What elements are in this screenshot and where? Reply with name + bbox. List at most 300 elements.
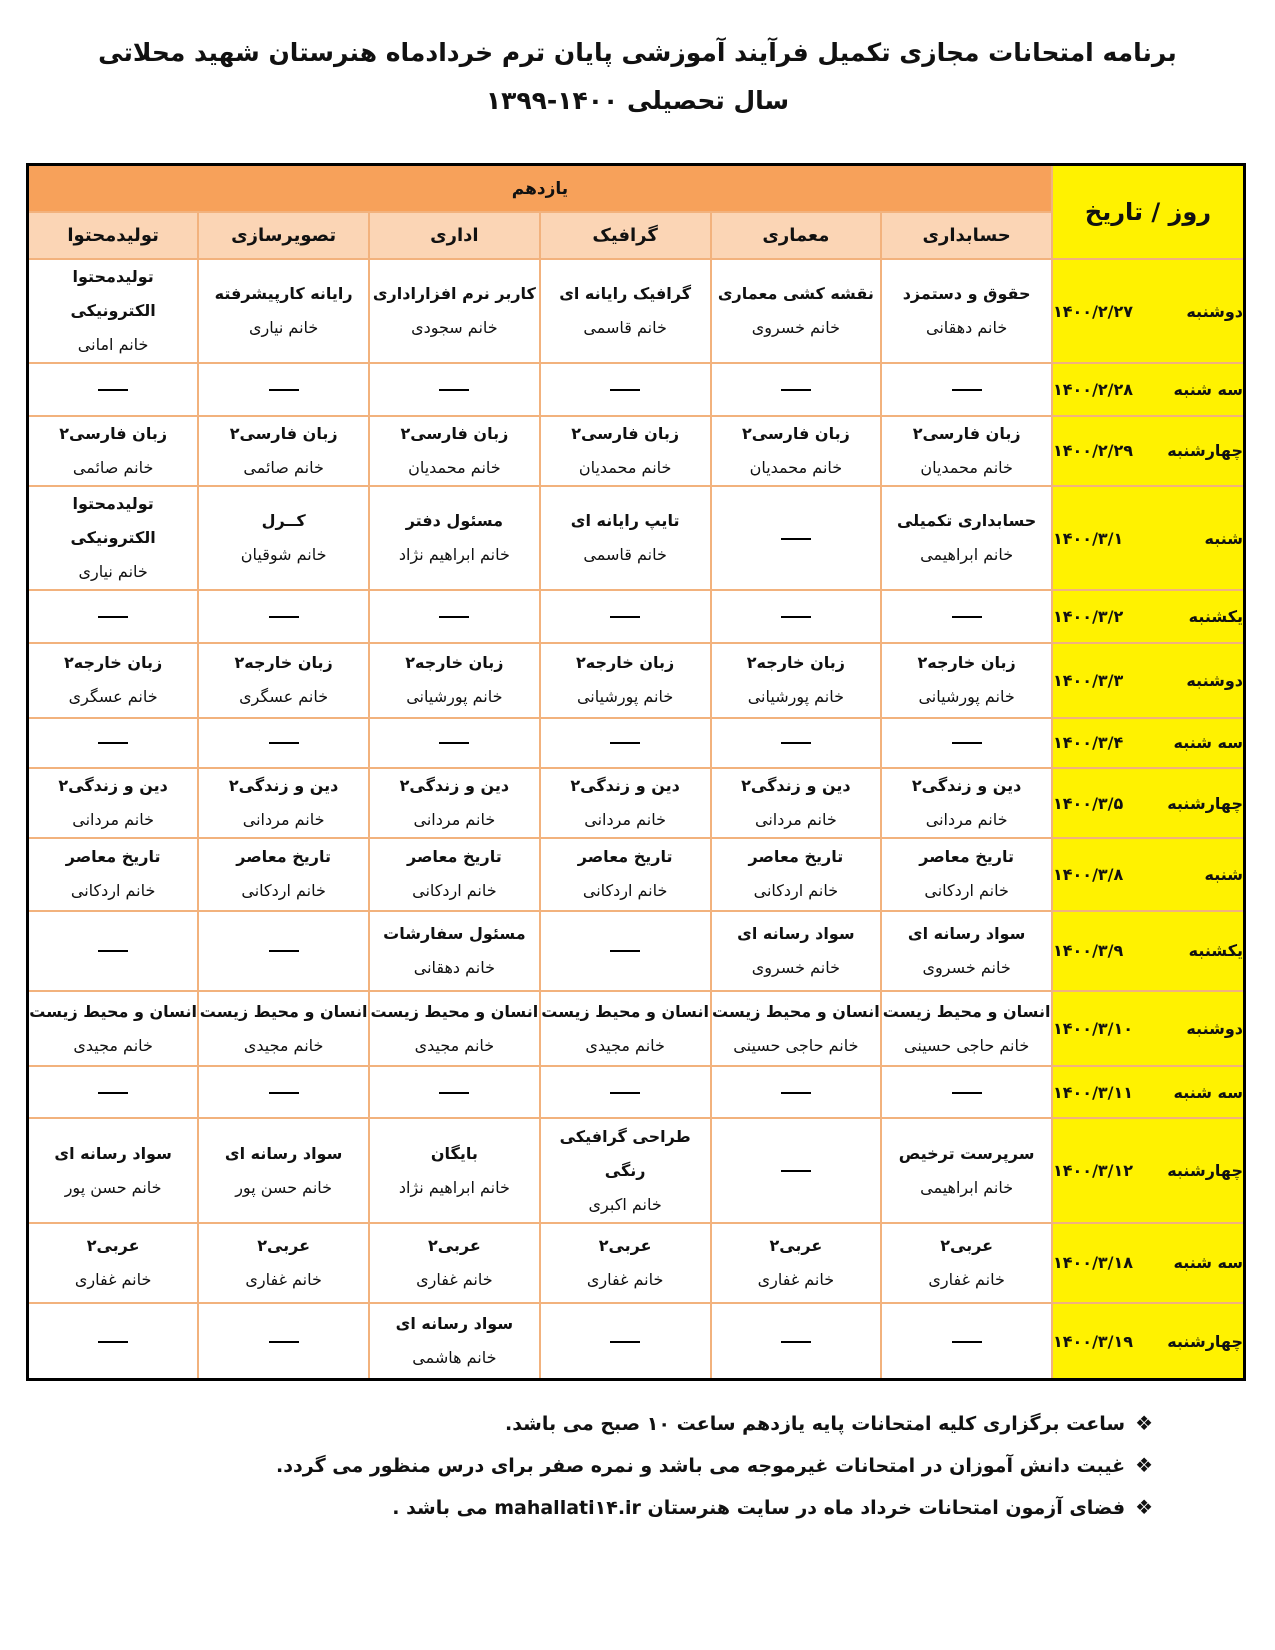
exam-subject: سواد رسانه ای	[54, 1143, 172, 1163]
exam-teacher: خانم پورشیانی	[918, 687, 1015, 707]
exam-teacher: خانم مجیدی	[585, 1035, 665, 1055]
exam-teacher: خانم اردکانی	[412, 881, 497, 901]
exam-cell	[198, 416, 369, 486]
exam-cell	[369, 838, 540, 910]
empty-cell	[369, 718, 540, 768]
exam-cell	[369, 416, 540, 486]
empty-dash	[952, 1092, 982, 1094]
exam-subject: تولیدمحتوا الکترونیکی	[70, 267, 156, 321]
grade-header: یازدهم	[28, 165, 1053, 213]
day-date-cell	[1052, 911, 1245, 991]
day-name: شنبه	[1204, 528, 1243, 548]
exam-date: ۱۴۰۰/۳/۹	[1053, 941, 1124, 961]
exam-subject: تاریخ معاصر	[919, 847, 1014, 867]
exam-teacher: خانم پورشیانی	[576, 687, 674, 707]
exam-teacher: خانم اردکانی	[70, 881, 156, 901]
exam-teacher: خانم مجیدی	[414, 1035, 495, 1055]
exam-teacher: خانم محمدیان	[578, 457, 672, 477]
exam-cell	[881, 991, 1052, 1066]
empty-dash	[269, 616, 299, 618]
exam-subject: تولیدمحتوا الکترونیکی	[70, 494, 156, 548]
exam-date: ۱۴۰۰/۲/۲۸	[1053, 380, 1134, 399]
exam-date: ۱۴۰۰/۲/۲۷	[1053, 301, 1134, 321]
day-date-cell	[1052, 363, 1245, 415]
note-text: غیبت دانش آموزان در امتحانات غیرموجه می باشد و نمره صفر برای درس منظور می گردد.	[276, 1455, 1126, 1477]
exam-subject: عربی۲	[257, 1235, 311, 1255]
empty-cell	[881, 363, 1052, 415]
empty-dash	[610, 1341, 640, 1343]
exam-teacher: خانم اکبری	[588, 1194, 662, 1214]
exam-teacher: خانم غفاری	[928, 1269, 1005, 1289]
exam-subject: دین و زندگی۲	[741, 776, 851, 796]
empty-cell	[881, 1303, 1052, 1379]
exam-subject: انسان و محیط زیست	[541, 1001, 709, 1021]
day-date-cell	[1052, 1118, 1245, 1222]
day-name: سه شنبه	[1173, 1082, 1243, 1102]
exam-teacher: خانم محمدیان	[408, 457, 501, 477]
empty-dash	[952, 389, 982, 391]
exam-cell	[28, 416, 199, 486]
exam-teacher: خانم شوقیان	[240, 545, 327, 565]
schedule-row	[28, 259, 1245, 363]
empty-cell	[881, 1066, 1052, 1118]
day-date-cell	[1052, 416, 1245, 486]
empty-dash	[98, 389, 128, 391]
exam-subject: دین و زندگی۲	[228, 776, 339, 796]
schedule-row	[28, 911, 1245, 991]
exam-cell	[28, 838, 199, 910]
exam-teacher: خانم خسروی	[751, 957, 840, 977]
exam-subject: دین و زندگی۲	[399, 776, 510, 796]
empty-cell	[540, 718, 711, 768]
exam-subject: سواد رسانه ای	[224, 1143, 343, 1163]
column-header: معماری	[711, 212, 882, 259]
exam-teacher: خانم مجیدی	[243, 1035, 324, 1055]
day-name: یکشنبه	[1188, 941, 1243, 961]
exam-cell	[28, 1118, 199, 1222]
schedule-row	[28, 838, 1245, 910]
exam-cell	[711, 643, 882, 718]
day-name: سه شنبه	[1173, 1253, 1243, 1273]
exam-teacher: خانم اردکانی	[241, 881, 326, 901]
exam-teacher: خانم محمدیان	[749, 457, 843, 477]
empty-dash	[269, 1092, 299, 1094]
exam-cell	[369, 486, 540, 590]
note-text: ساعت برگزاری کلیه امتحانات پایه یازدهم ساعت ۱۰ صبح می باشد.	[504, 1413, 1126, 1435]
exam-teacher: خانم مجیدی	[73, 1035, 153, 1055]
exam-date: ۱۴۰۰/۳/۲	[1053, 606, 1124, 626]
exam-cell	[369, 911, 540, 991]
exam-subject: انسان و محیط زیست	[712, 1001, 880, 1021]
exam-subject: تایپ رایانه ای	[570, 511, 680, 531]
empty-cell	[198, 911, 369, 991]
exam-subject: تاریخ معاصر	[236, 847, 331, 867]
exam-subject: مسئول دفتر	[405, 511, 504, 531]
day-name: دوشنبه	[1186, 301, 1243, 321]
exam-cell	[711, 838, 882, 910]
empty-dash	[952, 616, 982, 618]
empty-dash	[952, 742, 982, 744]
column-header: تولیدمحتوا	[28, 212, 199, 259]
exam-date: ۱۴۰۰/۳/۴	[1053, 733, 1124, 753]
exam-subject: زبان فارسی۲	[59, 423, 168, 443]
exam-subject: انسان و محیط زیست	[29, 1001, 197, 1021]
exam-date: ۱۴۰۰/۳/۱۰	[1053, 1019, 1134, 1038]
day-name: چهارشنبه	[1167, 793, 1243, 813]
exam-teacher: خانم مردانی	[925, 810, 1008, 830]
exam-date: ۱۴۰۰/۲/۲۹	[1053, 441, 1134, 461]
day-date-cell	[1052, 590, 1245, 642]
exam-subject: عربی۲	[769, 1235, 823, 1255]
exam-cell	[540, 643, 711, 718]
exam-date: ۱۴۰۰/۳/۱	[1053, 528, 1124, 548]
day-name: چهارشنبه	[1167, 441, 1243, 461]
exam-subject: زبان خارجه۲	[576, 653, 675, 673]
empty-cell	[711, 590, 882, 642]
exam-teacher: خانم خسروی	[751, 318, 840, 338]
exam-cell	[28, 259, 199, 363]
exam-teacher: خانم نیاری	[248, 318, 319, 338]
exam-teacher: خانم نیاری	[78, 562, 148, 582]
exam-teacher: خانم قاسمی	[583, 545, 667, 565]
day-date-cell	[1052, 991, 1245, 1066]
schedule-row	[28, 1303, 1245, 1379]
column-header: حسابداری	[881, 212, 1052, 259]
exam-teacher: خانم امانی	[77, 335, 149, 355]
schedule-row	[28, 768, 1245, 838]
exam-teacher: خانم مردانی	[755, 810, 837, 830]
day-name: شنبه	[1204, 864, 1243, 884]
exam-cell	[881, 838, 1052, 910]
empty-cell	[28, 911, 199, 991]
empty-dash	[610, 1092, 640, 1094]
empty-cell	[369, 363, 540, 415]
exam-date: ۱۴۰۰/۳/۱۹	[1053, 1331, 1134, 1351]
empty-cell	[198, 718, 369, 768]
exam-teacher: خانم غفاری	[416, 1269, 493, 1289]
empty-cell	[540, 590, 711, 642]
exam-cell	[198, 259, 369, 363]
day-date-cell	[1052, 486, 1245, 590]
exam-subject: عربی۲	[427, 1235, 481, 1255]
empty-cell	[28, 590, 199, 642]
empty-dash	[98, 1092, 128, 1094]
day-date-cell	[1052, 1303, 1245, 1379]
exam-cell	[540, 259, 711, 363]
exam-teacher: خانم اردکانی	[753, 881, 839, 901]
column-header: گرافیک	[540, 212, 711, 259]
exam-subject: تاریخ معاصر	[748, 847, 844, 867]
exam-subject: زبان فارسی۲	[229, 423, 338, 443]
exam-subject: تاریخ معاصر	[65, 847, 161, 867]
empty-dash	[781, 389, 811, 391]
exam-teacher: خانم حاجی حسینی	[904, 1035, 1030, 1055]
exam-cell	[711, 416, 882, 486]
exam-cell	[28, 768, 199, 838]
exam-subject: زبان خارجه۲	[64, 653, 163, 673]
exam-cell	[28, 643, 199, 718]
exam-cell	[540, 416, 711, 486]
bullet-icon: ❖	[1135, 1495, 1153, 1519]
schedule-row	[28, 1223, 1245, 1303]
exam-date: ۱۴۰۰/۳/۱۲	[1053, 1161, 1134, 1181]
exam-subject: زبان خارجه۲	[746, 653, 845, 673]
exam-subject: زبان فارسی۲	[571, 423, 680, 443]
schedule-row	[28, 1066, 1245, 1118]
empty-dash	[439, 1092, 469, 1094]
exam-teacher: خانم اردکانی	[924, 881, 1009, 901]
empty-cell	[711, 363, 882, 415]
empty-cell	[540, 1066, 711, 1118]
exam-cell	[540, 991, 711, 1066]
exam-teacher: خانم قاسمی	[583, 318, 667, 338]
exam-subject: زبان فارسی۲	[741, 423, 850, 443]
empty-dash	[781, 1092, 811, 1094]
empty-cell	[711, 1118, 882, 1222]
exam-subject: سواد رسانه ای	[907, 923, 1026, 943]
exam-cell	[540, 1118, 711, 1222]
exam-teacher: خانم مردانی	[242, 810, 325, 830]
exam-subject: طراحی گرافیکی رنگی	[559, 1126, 691, 1180]
exam-cell	[198, 768, 369, 838]
empty-dash	[269, 950, 299, 952]
schedule-row	[28, 590, 1245, 642]
exam-teacher: خانم مردانی	[413, 810, 496, 830]
empty-dash	[781, 1170, 811, 1172]
exam-subject: سرپرست ترخیص	[898, 1143, 1035, 1163]
empty-cell	[711, 1066, 882, 1118]
schedule-row	[28, 718, 1245, 768]
day-name: دوشنبه	[1186, 1019, 1243, 1038]
day-date-cell	[1052, 768, 1245, 838]
exam-cell	[540, 486, 711, 590]
exam-cell	[881, 911, 1052, 991]
exam-subject: دین و زندگی۲	[911, 776, 1022, 796]
exam-teacher: خانم ابراهیمی	[920, 545, 1014, 565]
empty-cell	[711, 1303, 882, 1379]
exam-teacher: خانم عسگری	[68, 687, 158, 707]
exam-cell	[369, 1223, 540, 1303]
exam-subject: عربی۲	[598, 1235, 652, 1255]
exam-subject: نقشه کشی معماری	[717, 284, 874, 304]
exam-subject: عربی۲	[940, 1235, 994, 1255]
exam-subject: تاریخ معاصر	[577, 847, 673, 867]
exam-teacher: خانم سجودی	[411, 318, 498, 338]
exam-subject: کاربر نرم افزاراداری	[372, 284, 536, 304]
note-text: فضای آزمون امتحانات خرداد ماه در سایت هنرستان mahallati۱۴.ir می باشد .	[392, 1497, 1126, 1519]
exam-cell	[881, 416, 1052, 486]
empty-cell	[198, 590, 369, 642]
exam-cell	[28, 991, 199, 1066]
exam-subject: انسان و محیط زیست	[882, 1001, 1051, 1021]
empty-dash	[610, 616, 640, 618]
exam-date: ۱۴۰۰/۳/۵	[1053, 793, 1124, 813]
exam-teacher: خانم دهقانی	[925, 318, 1008, 338]
empty-dash	[98, 950, 128, 952]
exam-subject: زبان فارسی۲	[400, 423, 509, 443]
schedule-row	[28, 991, 1245, 1066]
exam-subject: زبان خارجه۲	[234, 653, 333, 673]
empty-dash	[952, 1341, 982, 1343]
schedule-row	[28, 363, 1245, 415]
empty-dash	[98, 742, 128, 744]
day-date-cell	[1052, 643, 1245, 718]
exam-teacher: خانم پورشیانی	[406, 687, 503, 707]
exam-teacher: خانم پورشیانی	[747, 687, 845, 707]
bullet-icon: ❖	[1135, 1453, 1153, 1477]
exam-cell	[198, 991, 369, 1066]
exam-subject: کــرل	[261, 511, 306, 531]
exam-cell	[881, 768, 1052, 838]
empty-cell	[711, 486, 882, 590]
exam-teacher: خانم خسروی	[922, 957, 1011, 977]
exam-cell	[369, 768, 540, 838]
exam-cell	[881, 486, 1052, 590]
exam-subject: زبان فارسی۲	[912, 423, 1021, 443]
exam-cell	[198, 1223, 369, 1303]
exam-cell	[369, 1118, 540, 1222]
schedule-row	[28, 643, 1245, 718]
exam-teacher: خانم حسن پور	[235, 1177, 333, 1197]
exam-subject: سواد رسانه ای	[395, 1314, 514, 1334]
exam-date: ۱۴۰۰/۳/۱۸	[1053, 1253, 1134, 1273]
exam-cell	[369, 259, 540, 363]
exam-teacher: خانم دهقانی	[413, 957, 496, 977]
exam-cell	[881, 1223, 1052, 1303]
empty-cell	[540, 363, 711, 415]
exam-cell	[198, 643, 369, 718]
empty-cell	[198, 1303, 369, 1379]
exam-teacher: خانم صائمی	[72, 457, 154, 477]
empty-cell	[711, 718, 882, 768]
exam-cell	[369, 643, 540, 718]
empty-cell	[369, 590, 540, 642]
bullet-icon: ❖	[1135, 1411, 1153, 1435]
empty-cell	[369, 1066, 540, 1118]
day-date-cell	[1052, 1066, 1245, 1118]
day-name: چهارشنبه	[1167, 1331, 1243, 1351]
exam-cell	[711, 991, 882, 1066]
empty-dash	[269, 389, 299, 391]
exam-teacher: خانم اردکانی	[582, 881, 668, 901]
empty-dash	[610, 742, 640, 744]
exam-teacher: خانم هاشمی	[412, 1348, 497, 1368]
exam-subject: رایانه کارپیشرفته	[214, 284, 353, 304]
exam-subject: عربی۲	[86, 1235, 140, 1255]
note-item	[253, 1402, 1153, 1444]
exam-subject: دین و زندگی۲	[58, 776, 168, 796]
day-name: یکشنبه	[1188, 606, 1243, 626]
exam-teacher: خانم محمدیان	[920, 457, 1013, 477]
empty-cell	[28, 363, 199, 415]
empty-dash	[439, 616, 469, 618]
exam-teacher: خانم مردانی	[72, 810, 154, 830]
exam-teacher: خانم غفاری	[586, 1269, 664, 1289]
day-name: سه شنبه	[1173, 733, 1243, 753]
exam-subject: انسان و محیط زیست	[199, 1001, 368, 1021]
exam-teacher: خانم عسگری	[239, 687, 329, 707]
exam-cell	[28, 486, 199, 590]
note-item	[253, 1486, 1153, 1528]
exam-cell	[198, 838, 369, 910]
exam-subject: مسئول سفارشات	[383, 923, 526, 943]
empty-dash	[610, 950, 640, 952]
day-name: دوشنبه	[1186, 670, 1243, 690]
empty-cell	[198, 363, 369, 415]
note-item	[253, 1444, 1153, 1486]
exam-cell	[198, 486, 369, 590]
exam-subject: زبان خارجه۲	[405, 653, 504, 673]
exam-cell	[540, 838, 711, 910]
day-name: سه شنبه	[1173, 380, 1243, 399]
empty-dash	[781, 1341, 811, 1343]
empty-dash	[269, 742, 299, 744]
exam-subject: زبان خارجه۲	[917, 653, 1016, 673]
notes-list	[253, 1402, 1153, 1528]
empty-cell	[540, 911, 711, 991]
exam-cell	[28, 1223, 199, 1303]
exam-teacher: خانم غفاری	[245, 1269, 322, 1289]
empty-dash	[439, 742, 469, 744]
empty-cell	[881, 718, 1052, 768]
day-name: چهارشنبه	[1167, 1161, 1243, 1181]
column-header: اداری	[369, 212, 540, 259]
exam-schedule-table	[26, 163, 1246, 1381]
exam-cell	[540, 1223, 711, 1303]
exam-cell	[711, 911, 882, 991]
day-date-cell	[1052, 718, 1245, 768]
exam-cell	[881, 1118, 1052, 1222]
exam-teacher: خانم غفاری	[74, 1269, 152, 1289]
exam-teacher: خانم ابراهیمی	[920, 1177, 1014, 1197]
exam-subject: سواد رسانه ای	[737, 923, 855, 943]
academic-year: سال تحصیلی ۱۴۰۰-۱۳۹۹	[485, 86, 790, 115]
exam-teacher: خانم ابراهیم نژاد	[398, 1177, 510, 1197]
exam-subject: حقوق و دستمزد	[902, 284, 1031, 304]
exam-date: ۱۴۰۰/۳/۱۱	[1053, 1082, 1134, 1102]
empty-cell	[28, 718, 199, 768]
empty-cell	[198, 1066, 369, 1118]
exam-subject: حسابداری تکمیلی	[896, 511, 1037, 531]
exam-subject: دین و زندگی۲	[570, 776, 680, 796]
exam-teacher: خانم مردانی	[584, 810, 666, 830]
empty-cell	[28, 1066, 199, 1118]
day-date-header: روز / تاریخ	[1052, 165, 1245, 260]
exam-teacher: خانم حاجی حسینی	[733, 1035, 859, 1055]
page-title: برنامه امتحانات مجازی تکمیل فرآیند آموزشی پایان ترم خردادماه هنرستان شهید محلاتی	[98, 38, 1177, 67]
exam-teacher: خانم ابراهیم نژاد	[398, 545, 510, 565]
exam-cell	[369, 1303, 540, 1379]
exam-cell	[198, 1118, 369, 1222]
column-header: تصویرسازی	[198, 212, 369, 259]
day-date-cell	[1052, 1223, 1245, 1303]
empty-dash	[439, 389, 469, 391]
exam-cell	[711, 259, 882, 363]
schedule-row	[28, 486, 1245, 590]
exam-teacher: خانم صائمی	[243, 457, 324, 477]
exam-teacher: خانم غفاری	[757, 1269, 835, 1289]
empty-dash	[610, 389, 640, 391]
empty-dash	[781, 616, 811, 618]
day-date-cell	[1052, 259, 1245, 363]
exam-cell	[540, 768, 711, 838]
exam-subject: گرافیک رایانه ای	[559, 284, 692, 304]
exam-cell	[711, 768, 882, 838]
exam-cell	[881, 643, 1052, 718]
exam-subject: بایگان	[430, 1143, 478, 1163]
exam-cell	[369, 991, 540, 1066]
exam-cell	[711, 1223, 882, 1303]
